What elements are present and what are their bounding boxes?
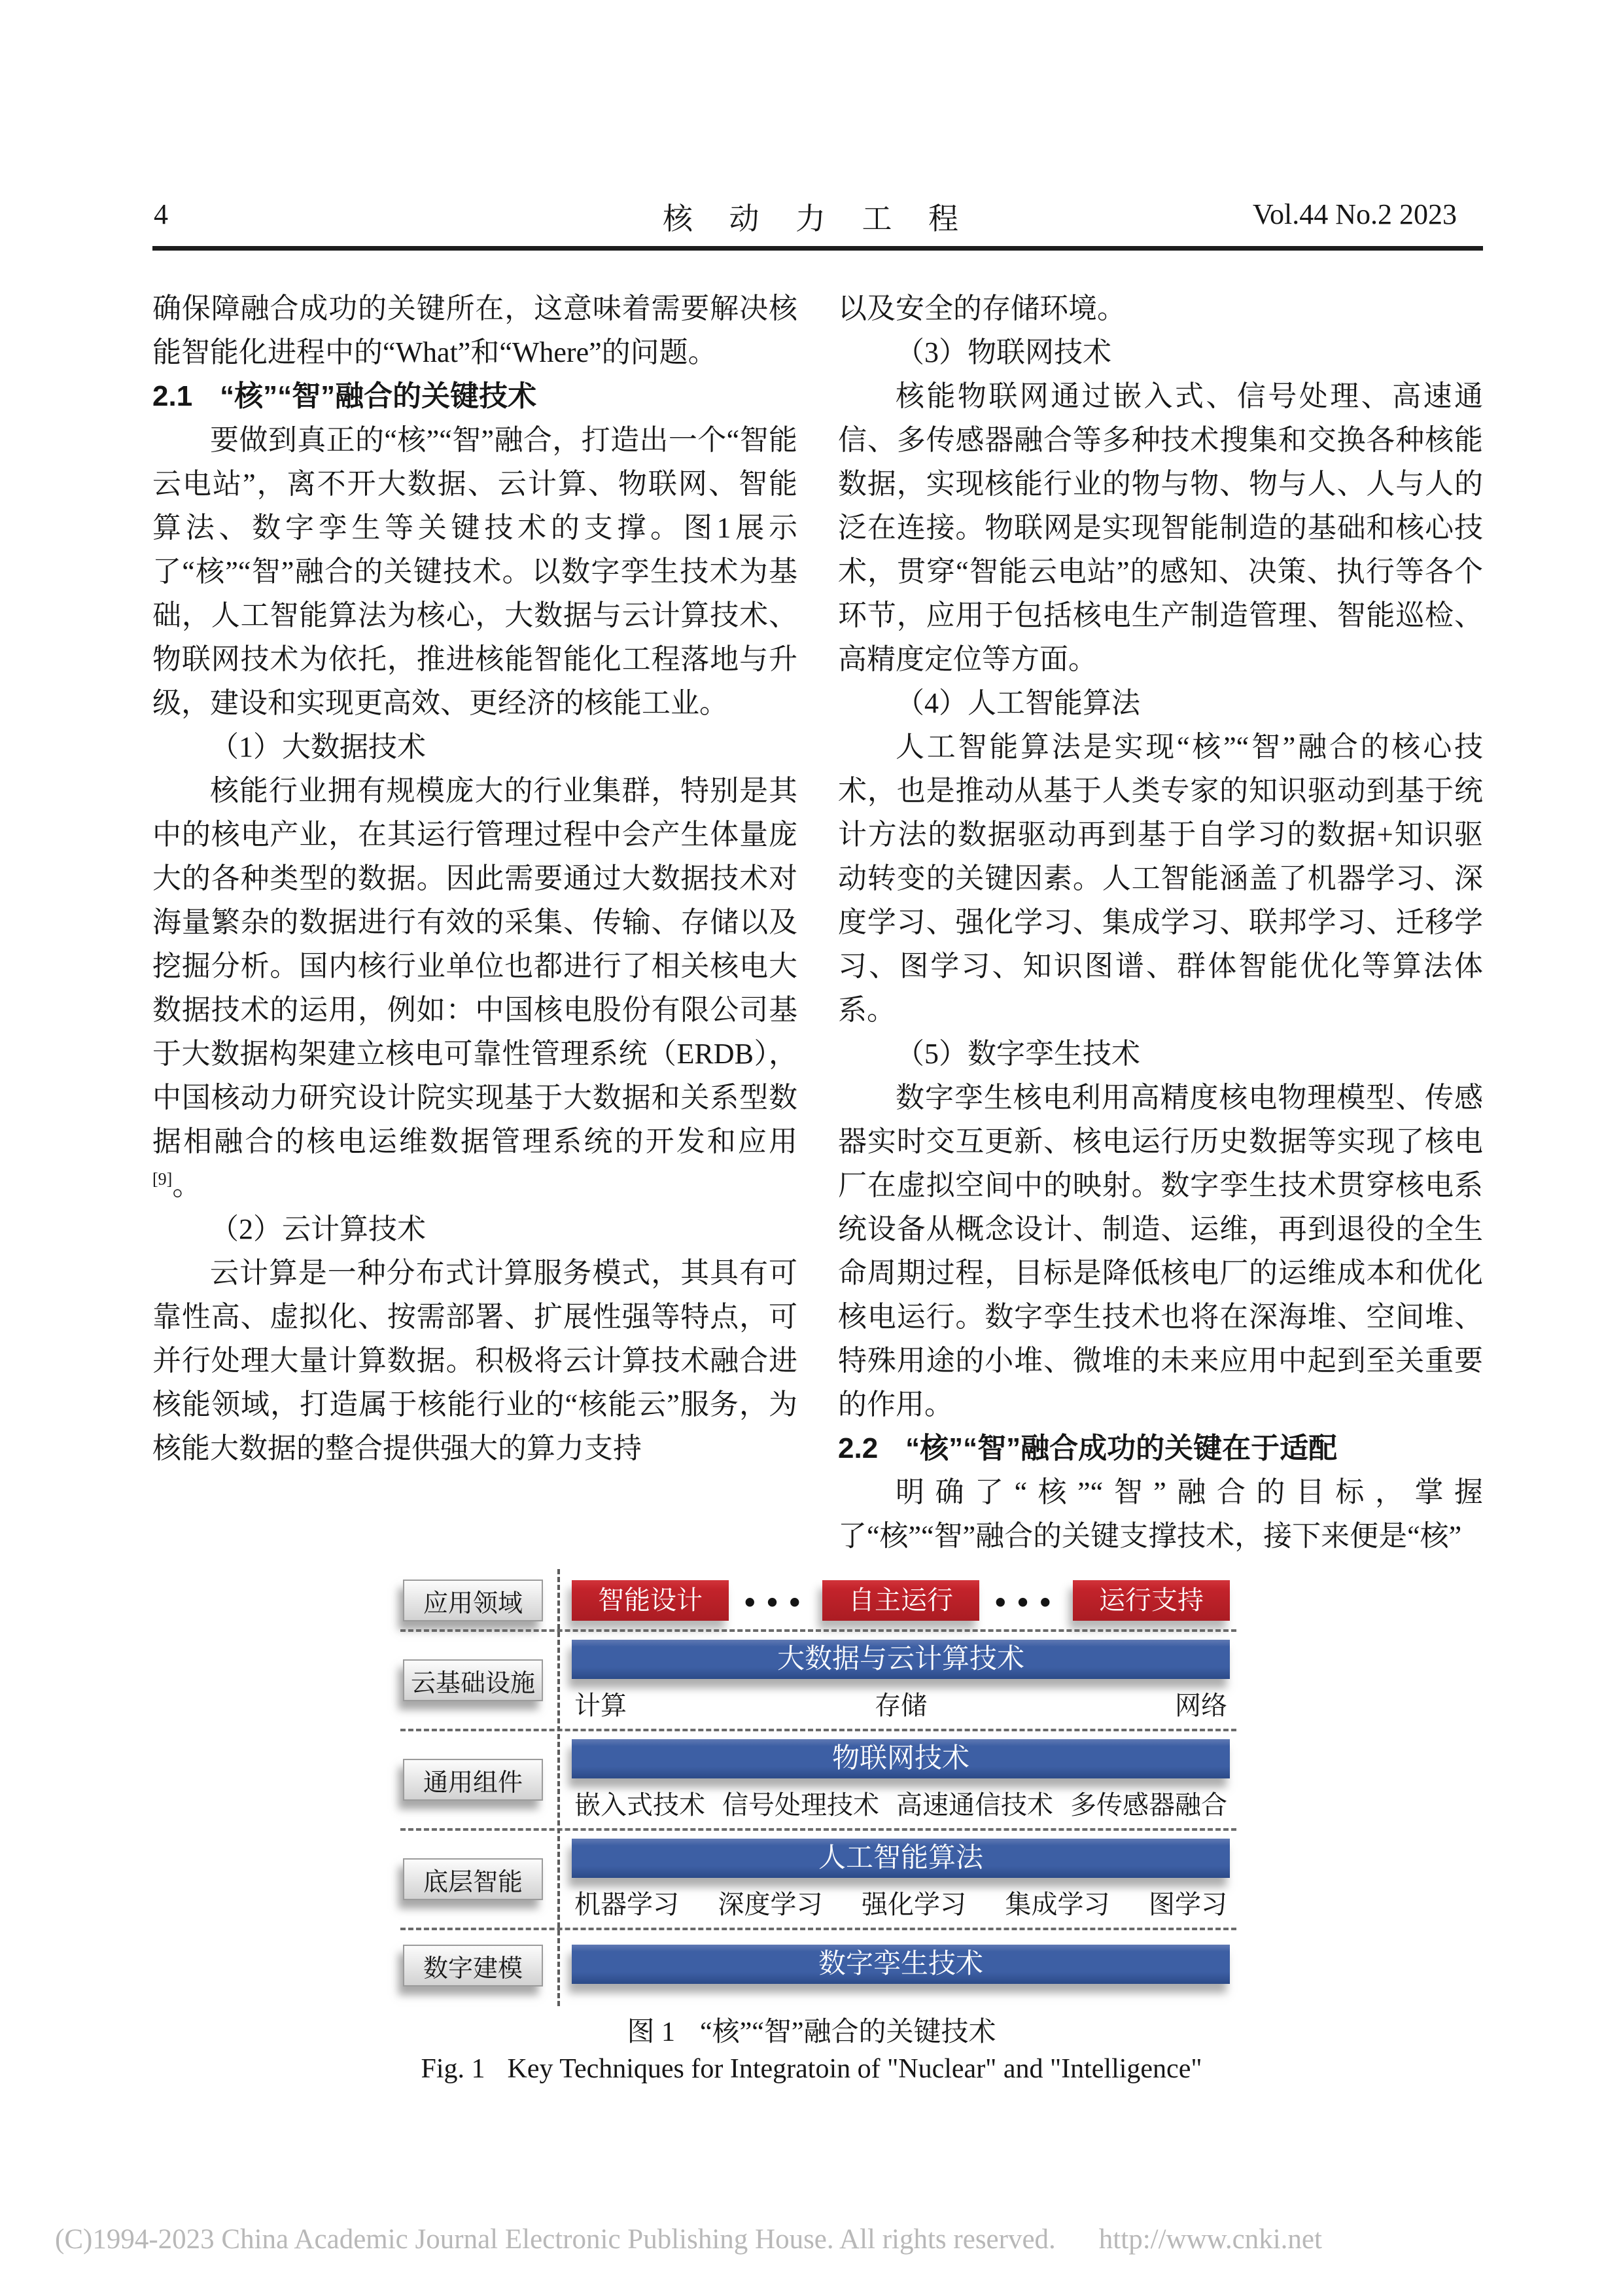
- figure-row: [400, 1731, 1236, 1828]
- figure-caption-zh-title: “核”“智”融合的关键技术: [699, 2017, 996, 2047]
- header-rule: [152, 246, 1483, 251]
- technique-subitem: 网络: [1175, 1691, 1227, 1720]
- paragraph: [838, 374, 1483, 681]
- section-title: “核”“智”融合成功的关键在于适配: [905, 1432, 1338, 1464]
- paragraph: [152, 769, 797, 1207]
- figure-caption-zh-label: 图 1: [627, 2017, 675, 2047]
- paragraph-text: 明确了“核”“智”融合的目标，掌握了“核”“智”融合的关键支撑技术，接下来便是“核”: [838, 1476, 1483, 1552]
- technique-subitem: 高速通信技术: [896, 1790, 1053, 1820]
- paragraph-text: 要做到真正的“核”“智”融合，打造出一个“智能云电站”，离不开大数据、云计算、物联网、智能算法、数字孪生等关键技术的支撑。图1展示了“核”“智”融合的关键技术。以数字孪生技术为基础，人工智能算法为核心，大数据与云计算技术、物联网技术为依托，推进核能智能化工程落地与升级，建设和实现更高效、更经济的核能工业。: [152, 424, 797, 719]
- journal-title: 核 动 力 工 程: [663, 202, 973, 236]
- technique-subitems: [572, 1685, 1230, 1722]
- figure-caption-en-label: Fig. 1: [421, 2054, 485, 2084]
- section-number: 2.1: [152, 380, 193, 412]
- figure-row-content: [557, 1930, 1236, 2001]
- copyright-text: (C)1994-2023 China Academic Journal Electronic Publishing House. All rights reserved.: [55, 2224, 1056, 2255]
- technique-subitem: 深度学习: [718, 1890, 823, 1919]
- paragraph-text: 以及安全的存储环境。: [838, 292, 1126, 325]
- layer-label: 应用领域: [403, 1580, 543, 1621]
- layer-label: 底层智能: [403, 1858, 543, 1900]
- paragraph-text: （5）数字孪生技术: [896, 1038, 1140, 1070]
- figure-row: [400, 1572, 1236, 1629]
- paragraph-text: 数字孪生核电利用高精度核电物理模型、传感器实时交互更新、核电运行历史数据等实现了核电厂在虚拟空间中的映射。数字孪生技术贯穿核电系统设备从概念设计、制造、运维，再到退役的全生命周期过程，目标是降低核电厂的运维成本和优化核电运行。数字孪生技术也将在深海堆、空间堆、特殊用途的小堆、微堆的未来应用中起到至关重要的作用。: [838, 1082, 1483, 1421]
- figure-row: [400, 1930, 1236, 2001]
- paragraph-text: 人工智能算法是实现“核”“智”融合的核心技术，也是推动从基于人类专家的知识驱动到基于统计方法的数据驱动再到基于自学习的数据+知识驱动转变的关键因素。人工智能涵盖了机器学习、深度学习、强化学习、集成学习、联邦学习、迁移学习、图学习、知识图谱、群体智能优化等算法体系。: [838, 731, 1484, 1026]
- page-number: 4: [154, 198, 168, 230]
- figure-caption-zh: [0, 2010, 1623, 2049]
- layer-label: 通用组件: [403, 1759, 543, 1801]
- figure-row: [400, 1632, 1236, 1729]
- application-box: 自主运行: [822, 1580, 979, 1621]
- paragraph-text: （3）物联网技术: [896, 336, 1111, 368]
- figure-label-cell: [400, 1831, 557, 1928]
- paragraph: [152, 418, 797, 725]
- technique-bar: 大数据与云计算技术: [572, 1640, 1230, 1679]
- paragraph: [152, 1207, 797, 1251]
- technique-subitem: 信号处理技术: [722, 1790, 879, 1820]
- technique-subitem: 存储: [875, 1691, 927, 1720]
- figure-label-cell: [400, 1572, 557, 1629]
- paragraph: [152, 725, 797, 769]
- footer-url: http://www.cnki.net: [1098, 2224, 1322, 2255]
- technique-subitems: [572, 1884, 1230, 1921]
- layer-label: 云基础设施: [403, 1659, 543, 1701]
- column-right: [838, 287, 1483, 1558]
- paragraph-text: （2）云计算技术: [210, 1213, 426, 1245]
- technique-subitem: 嵌入式技术: [574, 1790, 705, 1820]
- figure-caption-en-title: Key Techniques for Integratoin of "Nuclear" and "Intelligence": [507, 2054, 1202, 2084]
- figure-row-content: [557, 1632, 1236, 1729]
- technique-subitems: [572, 1784, 1230, 1822]
- figure-row-content: [557, 1572, 1236, 1629]
- ellipsis-icon: •••: [992, 1589, 1060, 1617]
- paragraph: [838, 681, 1483, 725]
- section-heading: [152, 374, 797, 418]
- text-columns: [152, 287, 1483, 1558]
- issue-info: Vol.44 No.2 2023: [1252, 198, 1457, 230]
- vertical-dashed-line: [557, 1569, 560, 2006]
- layer-label: 数字建模: [403, 1945, 543, 1987]
- figure-label-cell: [400, 1731, 557, 1828]
- figure-caption-en: [0, 2053, 1623, 2085]
- paragraph-text: 核能行业拥有规模庞大的行业集群，特别是其中的核电产业，在其运行管理过程中会产生体量庞大的各种类型的数据。因此需要通过大数据技术对海量繁杂的数据进行有效的采集、传输、存储以及挖掘分析。国内核行业单位也都进行了相关核电大数据技术的运用，例如：中国核电股份有限公司基于大数据构架建立核电可靠性管理系统（ERDB），中国核动力研究设计院实现基于大数据和关系型数据相融合的核电运维数据管理系统的开发和应用: [152, 775, 797, 1157]
- technique-subitem: 图学习: [1149, 1890, 1227, 1919]
- figure-row-content: [557, 1731, 1236, 1828]
- technique-bar: 物联网技术: [572, 1739, 1230, 1778]
- figure-label-cell: [400, 1632, 557, 1729]
- paragraph: [838, 287, 1483, 330]
- paragraph-text: （4）人工智能算法: [896, 687, 1140, 719]
- section-number: 2.2: [838, 1432, 879, 1464]
- ellipsis-icon: •••: [742, 1589, 809, 1617]
- technique-subitem: 强化学习: [862, 1890, 966, 1919]
- figure-label-cell: [400, 1930, 557, 2001]
- paragraph-text: 核能物联网通过嵌入式、信号处理、高速通信、多传感器融合等多种技术搜集和交换各种核能数据，实现核能行业的物与物、物与人、人与人的泛在连接。物联网是实现智能制造的基础和核心技术，贯穿“智能云电站”的感知、决策、执行等各个环节，应用于包括核电生产制造管理、智能巡检、高精度定位等方面。: [838, 380, 1483, 675]
- technique-subitem: 计算: [574, 1691, 627, 1720]
- figure-row-content: [557, 1831, 1236, 1928]
- figure-row: [400, 1831, 1236, 1928]
- paragraph: [838, 330, 1483, 374]
- section-heading: [838, 1426, 1483, 1470]
- paragraph-text: 确保障融合成功的关键所在，这意味着需要解决核能智能化进程中的“What”和“Where”的问题。: [152, 292, 797, 368]
- reference-superscript: [9]: [152, 1169, 173, 1189]
- section-title: “核”“智”融合的关键技术: [220, 380, 537, 412]
- page-header: [152, 194, 1483, 236]
- page-footer: [55, 2223, 1322, 2255]
- technique-bar: 人工智能算法: [572, 1839, 1230, 1878]
- technique-bar: 数字孪生技术: [572, 1945, 1230, 1984]
- paragraph-text: 。: [172, 1169, 201, 1201]
- paragraph: [152, 287, 797, 374]
- figure-key-techniques: [400, 1572, 1236, 2001]
- paragraph-text: 云计算是一种分布式计算服务模式，其具有可靠性高、虚拟化、按需部署、扩展性强等特点，可并行处理大量计算数据。积极将云计算技术融合进核能领域，打造属于核能行业的“核能云”服务，为核能大数据的整合提供强大的算力支持: [152, 1257, 797, 1464]
- column-left: [152, 287, 797, 1558]
- paragraph-text: （1）大数据技术: [210, 731, 426, 763]
- technique-subitem: 多传感器融合: [1070, 1790, 1227, 1820]
- paragraph: [152, 1251, 797, 1470]
- paragraph: [838, 1470, 1483, 1558]
- paragraph: [838, 725, 1483, 1032]
- application-box: 智能设计: [572, 1580, 729, 1621]
- application-box: 运行支持: [1073, 1580, 1230, 1621]
- technique-subitem: 机器学习: [574, 1890, 679, 1919]
- paragraph: [838, 1032, 1483, 1076]
- paragraph: [838, 1076, 1483, 1426]
- technique-subitem: 集成学习: [1005, 1890, 1110, 1919]
- figure-rows: [400, 1572, 1236, 2001]
